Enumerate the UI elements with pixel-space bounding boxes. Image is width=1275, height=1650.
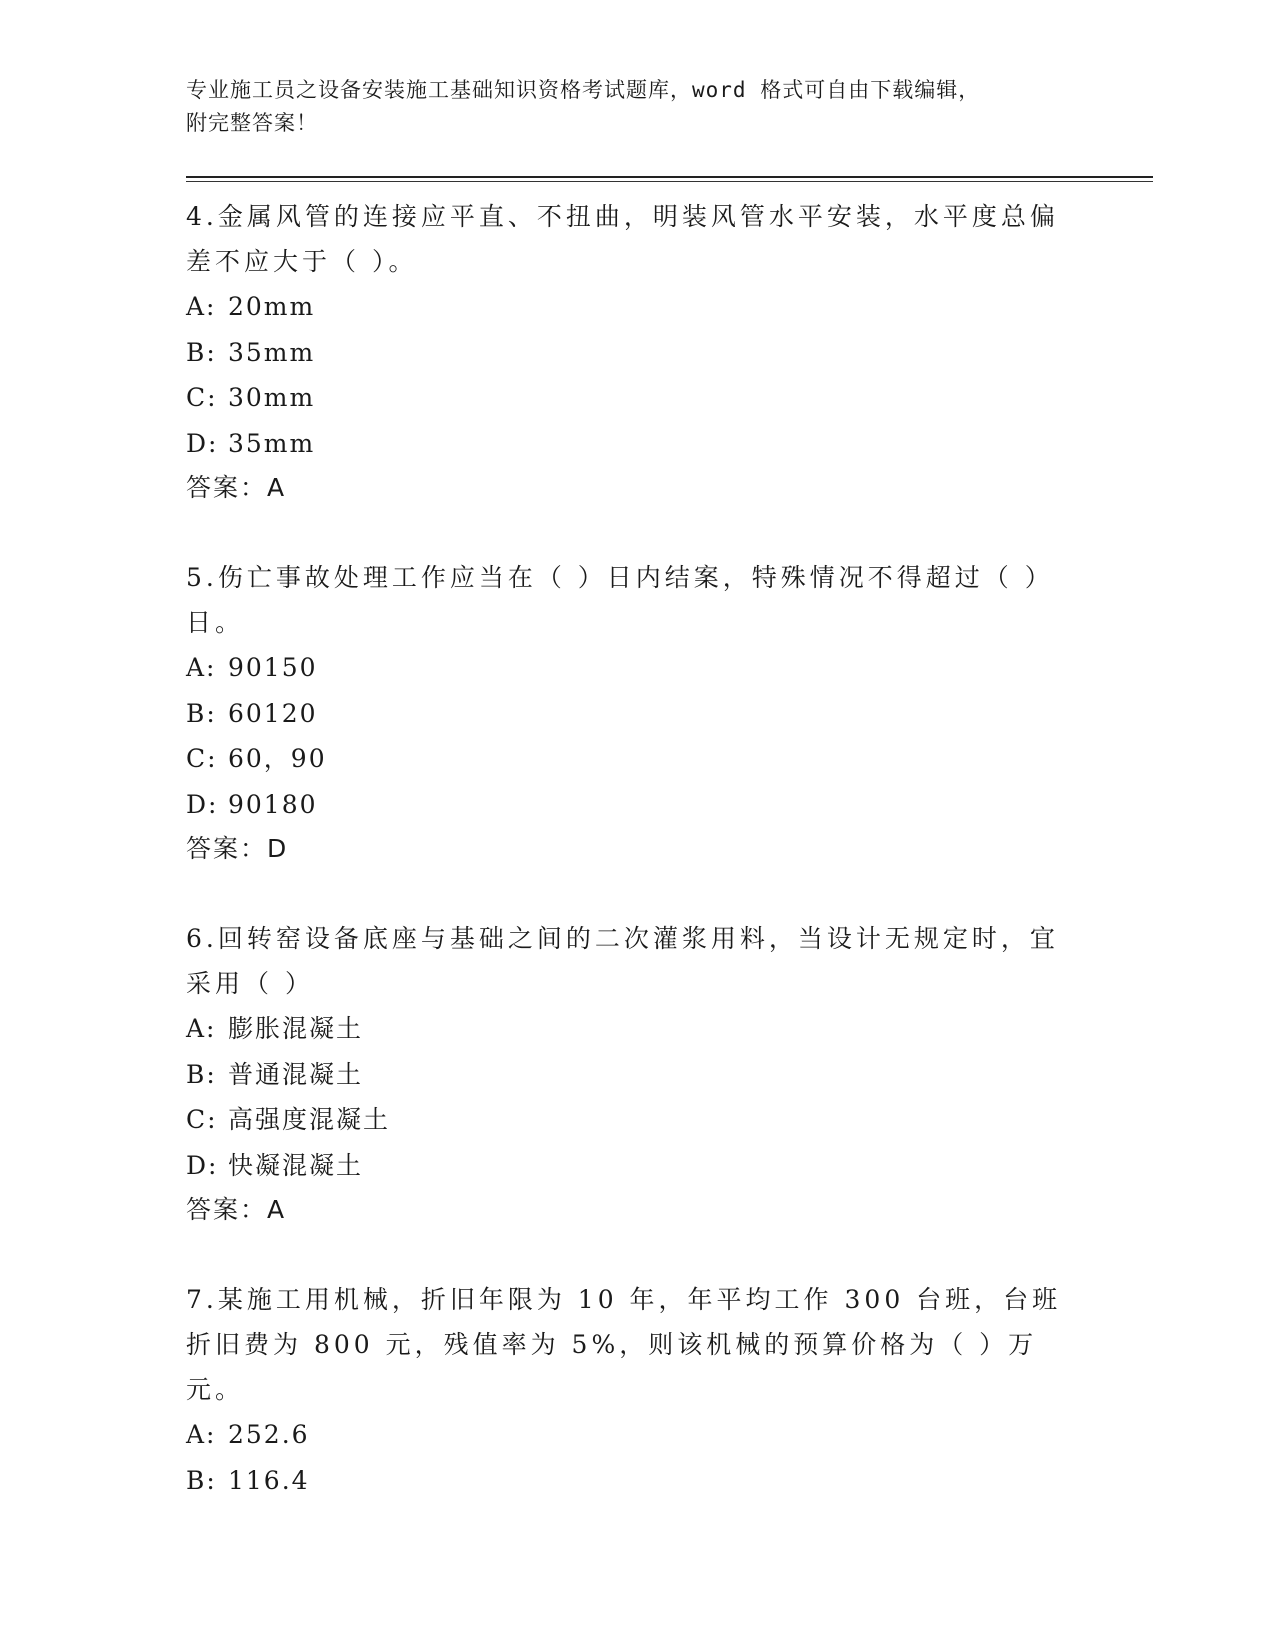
option-b	[186, 330, 1086, 376]
option-letter: C:	[186, 383, 218, 412]
option-letter: B:	[186, 337, 217, 367]
option-b	[186, 1458, 1086, 1504]
option-text: 20mm	[228, 292, 316, 321]
option-letter: B:	[186, 1059, 217, 1089]
option-letter: A:	[186, 1014, 217, 1043]
option-letter: D:	[186, 789, 219, 819]
question-stem: 6.回转窑设备底座与基础之间的二次灌浆用料，当设计无规定时，宜采用（ ）	[186, 924, 1059, 998]
option-a	[186, 1412, 1086, 1458]
option-letter: C:	[186, 1105, 218, 1134]
option-text: 35mm	[228, 428, 316, 458]
option-text: 普通混凝土	[228, 1059, 364, 1089]
option-a	[186, 1006, 1086, 1052]
option-text: 35mm	[228, 337, 316, 367]
option-c	[186, 736, 1086, 782]
question-stem: 5.伤亡事故处理工作应当在（ ）日内结案，特殊情况不得超过（ ）日。	[186, 563, 1054, 637]
option-text: 30mm	[228, 383, 316, 412]
option-list	[186, 284, 1086, 466]
document-header	[186, 74, 1086, 140]
option-letter: A:	[186, 292, 217, 321]
option-b	[186, 1052, 1086, 1098]
option-text: 90150	[228, 653, 318, 682]
option-text: 90180	[228, 789, 318, 819]
option-text: 60，90	[228, 744, 327, 773]
option-letter: A:	[186, 653, 217, 682]
option-list	[186, 645, 1086, 827]
question-list	[186, 190, 1086, 1545]
option-list	[186, 1412, 1086, 1503]
answer-line: 答案：A	[186, 473, 287, 502]
question-stem: 7.某施工用机械，折旧年限为 10 年，年平均工作 300 台班，台班折旧费为 800 元，残值率为 5%，则该机械的预算价格为（ ）万元。	[186, 1285, 1062, 1404]
option-letter: D:	[186, 1150, 219, 1180]
option-letter: D:	[186, 428, 219, 458]
option-b	[186, 691, 1086, 737]
option-d	[186, 782, 1086, 828]
option-a	[186, 645, 1086, 691]
option-text: 60120	[228, 698, 318, 728]
header-line-1: 专业施工员之设备安装施工基础知识资格考试题库，word 格式可自由下载编辑，	[186, 78, 981, 102]
option-c	[186, 1097, 1086, 1143]
option-letter: B:	[186, 1465, 217, 1495]
question-6	[186, 912, 1086, 1231]
header-divider-thin	[186, 181, 1153, 182]
option-letter: C:	[186, 744, 218, 773]
option-text: 116.4	[228, 1465, 310, 1495]
header-line-2: 附完整答案！	[186, 111, 318, 135]
option-d	[186, 1143, 1086, 1189]
option-c	[186, 375, 1086, 421]
option-d	[186, 421, 1086, 467]
option-letter: B:	[186, 698, 217, 728]
option-text: 252.6	[228, 1420, 310, 1449]
option-text: 膨胀混凝土	[228, 1014, 364, 1043]
question-4	[186, 190, 1086, 509]
option-text: 高强度混凝土	[228, 1105, 391, 1134]
option-letter: A:	[186, 1420, 217, 1449]
question-stem: 4.金属风管的连接应平直、不扭曲，明装风管水平安装，水平度总偏差不应大于（ ）。	[186, 202, 1059, 276]
question-7	[186, 1273, 1086, 1503]
option-list	[186, 1006, 1086, 1188]
question-5	[186, 551, 1086, 870]
answer-line: 答案：D	[186, 834, 289, 863]
header-divider-thick	[186, 176, 1153, 178]
option-a	[186, 284, 1086, 330]
answer-line: 答案：A	[186, 1195, 287, 1224]
option-text: 快凝混凝土	[228, 1150, 364, 1180]
